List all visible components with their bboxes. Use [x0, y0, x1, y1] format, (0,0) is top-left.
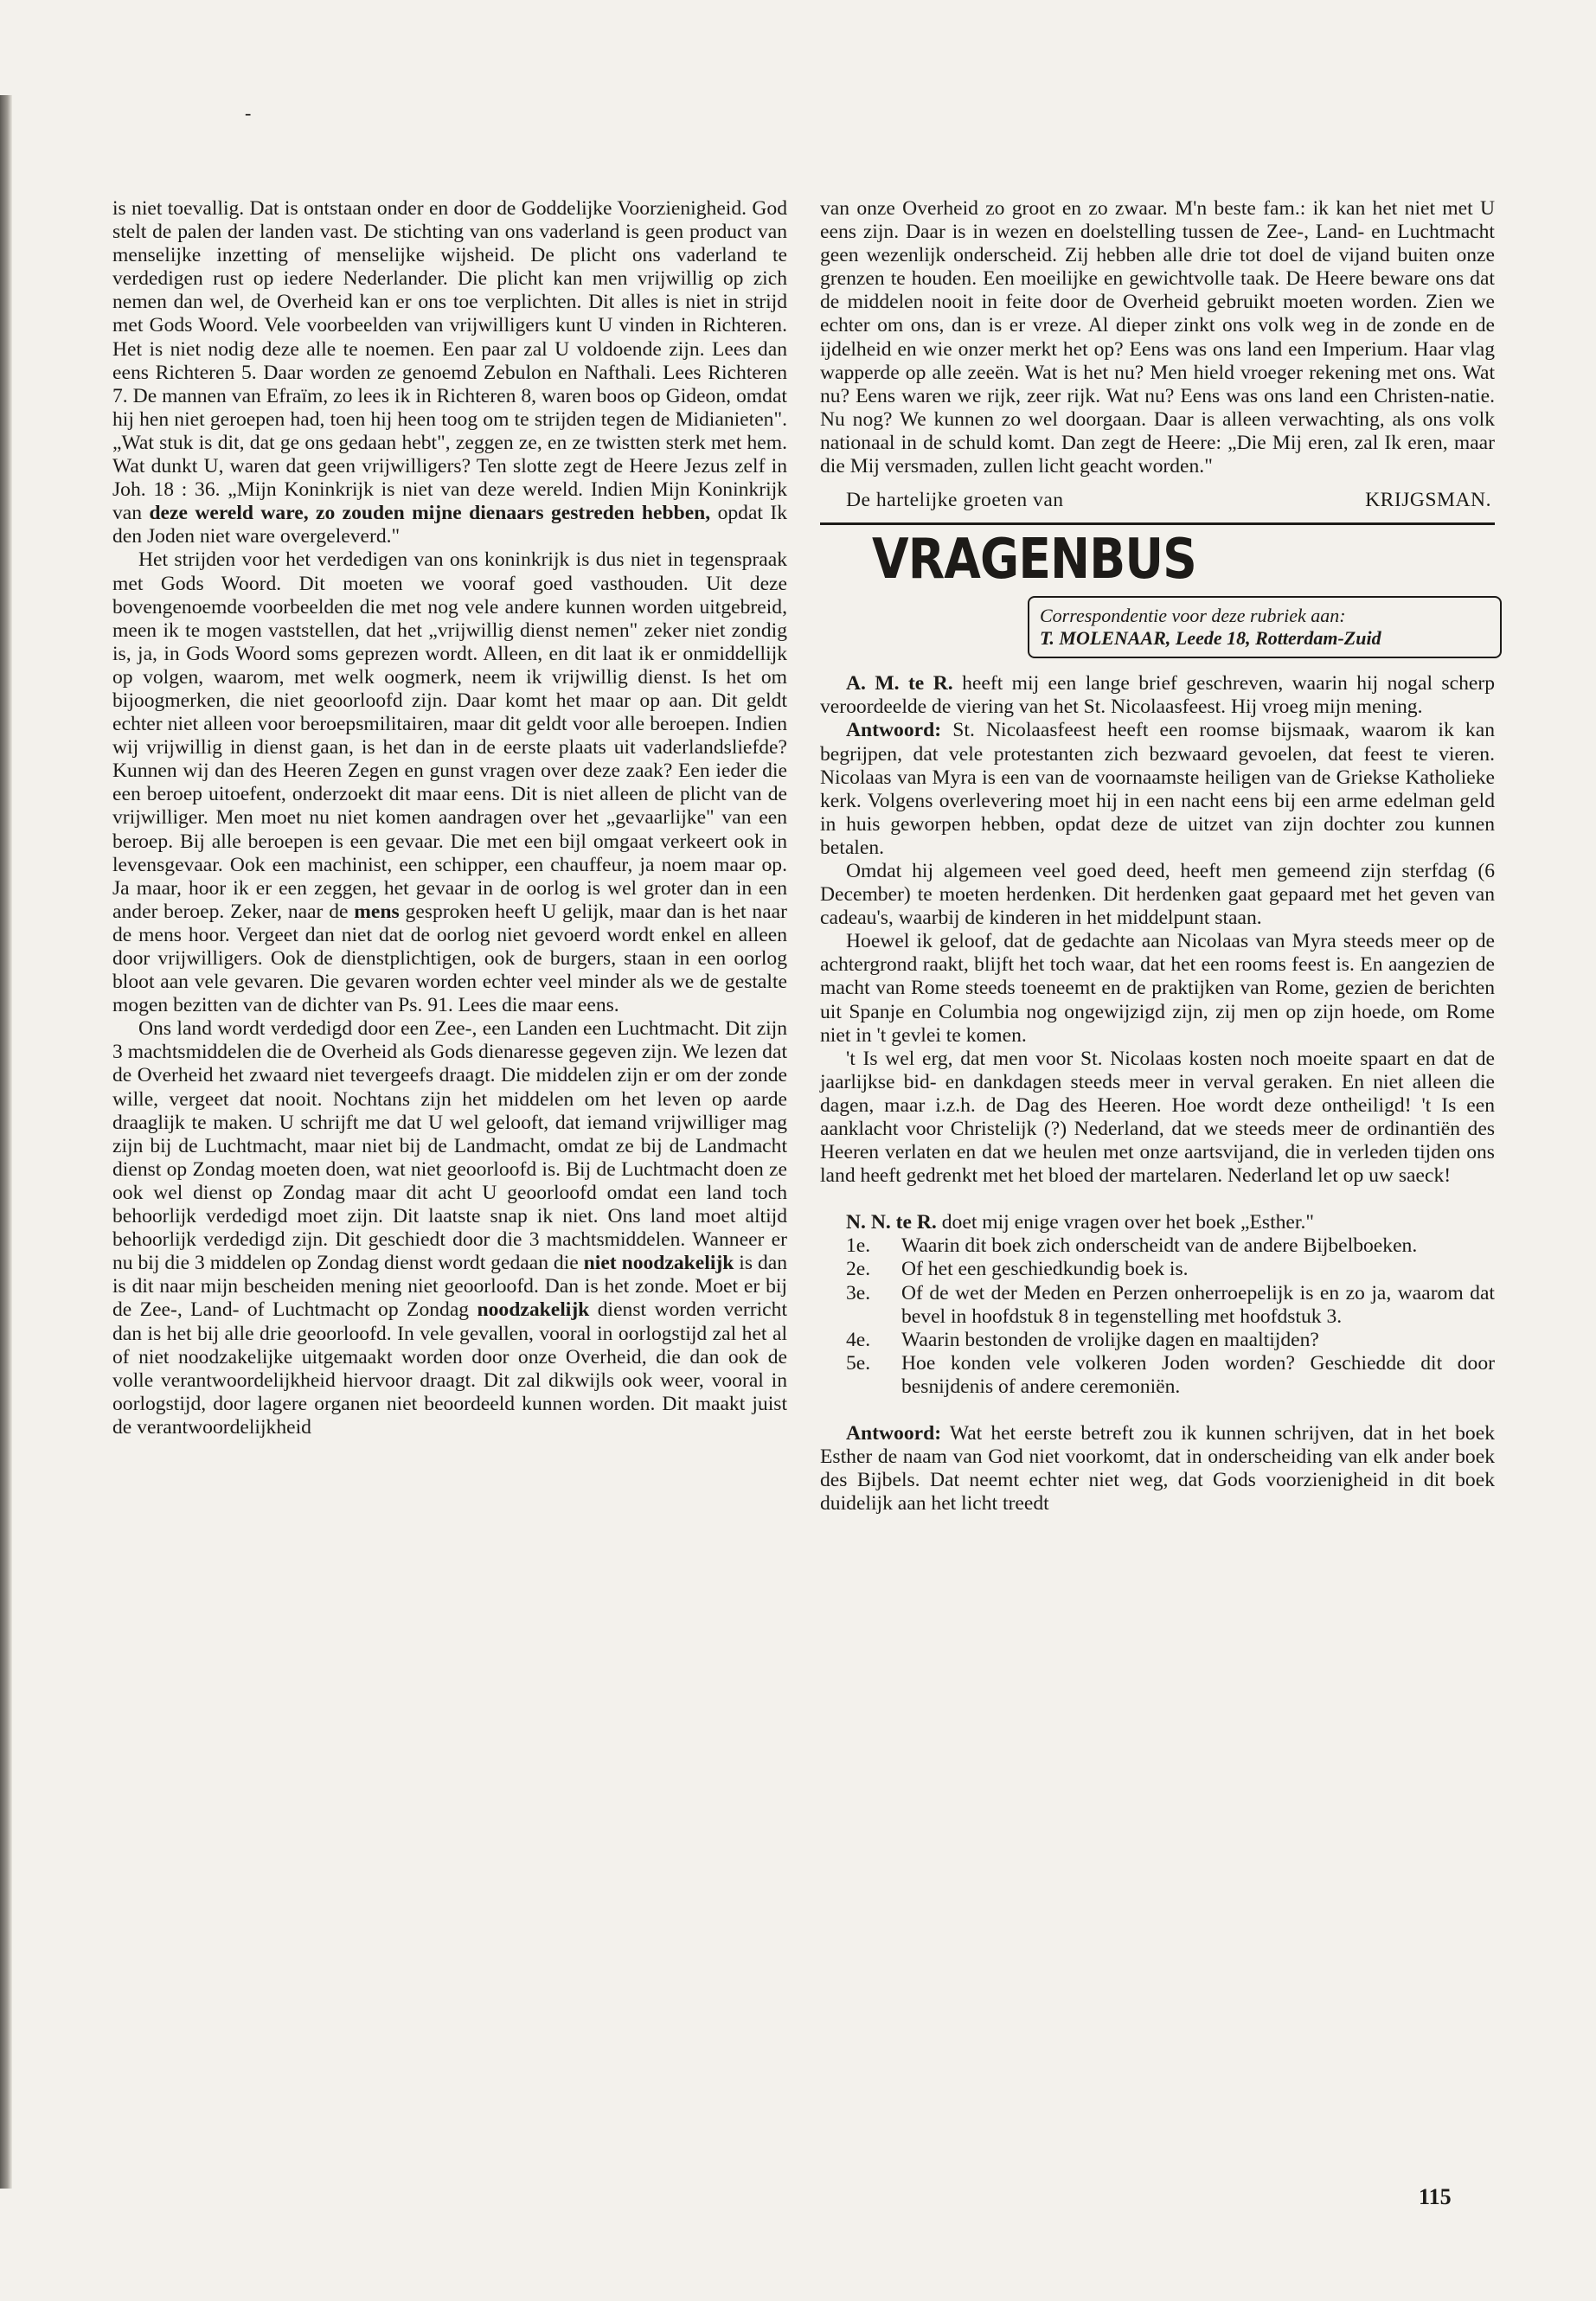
bold-phrase: dienaars gestreden hebben,	[469, 502, 711, 525]
left-column	[112, 197, 787, 1439]
bold-phrase: niet noodzakelijk	[583, 1252, 734, 1275]
greeting: De hartelijke groeten van	[846, 489, 1064, 512]
answer-1-paragraph-3: Hoewel ik geloof, dat de gedachte aan Nicolaas van Myra steeds meer op de achtergrond raakt, blijft het toch waar, dat het een rooms feest is. En aangezien de macht van Rome steeds toeneemt en de praktijken van Rome, gezien de berichten uit Spanje en Columbia nog ongewijzigd zijn, zij men op zijn hoede, om Rome niet in 't gevlei te komen.	[820, 930, 1495, 1047]
right-column	[820, 197, 1495, 1516]
signature-line	[820, 489, 1495, 512]
questioner-name: N. N. te R.	[846, 1211, 937, 1234]
left-paragraph-2: Het strijden voor het verdedigen van ons koninkrijk is dus niet in tegenspraak met Gods Woord. Dit moeten we vooraf goed vasthouden. Uit deze bovengenoemde voorbeelden die met nog vele andere kunnen worden uitgebreid, meen ik te mogen vaststellen, dat het „vrijwillig dienst nemen" zeker niet zondig is, ja, in Gods Woord soms geprezen wordt. Alleen, en dit laat ik er onmiddellijk op volgen, waarom, met welk oogmerk, neem ik vrijwillig dienst. Is het om bijoogmerken, die niet geoorloofd zijn. Daar komt het maar op aan. Dit geldt echter niet alleen voor beroepsmilitairen, maar dit geldt voor alle beroepen. Indien wij vrijwillig in dienst gaan, is het dan in de eerste plaats uit vaderlandsliefde? Kunnen wij dan des Heeren Zegen en gunst vragen over deze zaak? Een ieder die een beroep uitoefent, onderzoekt dit maar eens. Dit is niet alleen de plicht van de vrijwilliger. Men moet nu niet komen aandragen over het „gevaarlijke" van een beroep. Bij alle beroepen is een gevaar. Die met een bijl omgaat verkeert ook in levensgevaar. Ook een machinist, een schipper, een chauffeur, ja noem maar op. Ja maar, hoor ik er een zeggen, het gevaar in de oorlog is wel groter dan in een ander beroep. Zeker, naar de mens gesproken heeft U gelijk, maar dan is het naar de mens hoor. Vergeet dan niet dat de oorlog niet gevoerd wordt enkel en alleen door vrijwilligers. Ook de dienstplichtigen, ook de burgers, staan in een oorlog bloot aan vele gevaren. Die gevaren worden echter veel minder als we de gestalte mogen bezitten van de dichter van Ps. 91. Lees die maar eens.	[112, 548, 787, 1017]
answer-label: Antwoord:	[846, 1422, 942, 1445]
question-list	[820, 1234, 1495, 1399]
answer-1-paragraph-4: 't Is wel erg, dat men voor St. Nicolaas kosten noch moeite spaart en dat de jaarlijkse bid- en dankdagen steeds meer in verval geraken. En niet alleen die dagen, maar i.z.h. de Dag des Heeren. Hoe wordt deze ontheiligd! 't Is een aanklacht voor Christelijk (?) Nederland, dat we steeds meer de ordinantiën des Heeren verlaten en dat we heulen met onze aartsvijand, die in verleden tijden ons land heeft gedrenkt met het bloed der martelaren. Nederland let op uw saeck!	[820, 1047, 1495, 1188]
answer-1-paragraph-1: Antwoord: St. Nicolaasfeest heeft een roomse bijsmaak, waarom ik kan begrijpen, dat vele protestanten zich bezwaard gevoelen, dat feest te vieren. Nicolaas van Myra is een van de voornaamste heiligen van de Griekse Katholieke kerk. Volgens overlevering moet hij in een nacht eens bij een arme edelman geld in huis geworpen hebben, opdat deze de uitzet van zijn dochter zou kunnen betalen.	[820, 719, 1495, 859]
list-item: 2e. Of het een geschiedkundig boek is.	[846, 1258, 1189, 1281]
question-2: N. N. te R. doet mij enige vragen over het boek „Esther."	[846, 1211, 1314, 1234]
signature: KRIJGSMAN.	[1365, 489, 1491, 512]
section-title: VRAGENBUS	[872, 528, 1196, 593]
correspondence-address: T. MOLENAAR, Leede 18, Rotterdam-Zuid	[1040, 627, 1381, 650]
correspondence-label: Correspondentie voor deze rubriek aan:	[1040, 605, 1346, 627]
section-divider	[820, 522, 1495, 525]
list-item: 4e. Waarin bestonden de vrolijke dagen en maaltijden?	[846, 1328, 1319, 1351]
bold-word: noodzakelijk	[477, 1298, 590, 1322]
answer-2: Antwoord: Wat het eerste betreft zou ik kunnen schrijven, dat in het boek Esther de naam van God niet voorkomt, dat in onderscheiding van elk ander boek des Bijbels. Dat neemt echter niet weg, dat Gods voorzienigheid in dit boek duidelijk aan het licht treedt	[820, 1422, 1495, 1516]
right-paragraph-1: van onze Overheid zo groot en zo zwaar. M'n beste fam.: ik kan het niet met U eens zijn. Daar is in wezen en doelstelling tussen de Zee-, Land- en Luchtmacht geen wezenlijk onderscheid. Zij hebben alle drie tot doel de vijand buiten onze grenzen te houden. Een moeilijke en gewichtvolle taak. De Heere beware ons dat de middelen nooit in feite door de Overheid gebruikt moeten worden. Zien we echter om ons, dan is er vreze. Al dieper zinkt ons volk weg in de zonde en de ijdelheid en wie onzer merkt het op? Eens was ons land een Imperium. Haar vlag wapperde op alle zeeën. Wat is het nu? Men hield vroeger rekening met ons. Wat nu? Eens waren we rijk, zeer rijk. Wat nu? Eens was ons land een Christen-natie. Nu nog? We kunnen zo wel doorgaan. Daar is alleen verwachting, als ons volk nationaal in de schuld komt. Dan zegt de Heere: „Die Mij eren, zal Ik eren, maar die Mij versmaden, zullen licht geacht worden."	[820, 197, 1495, 478]
correspondence-box	[1028, 596, 1502, 658]
list-item: 3e. Of de wet der Meden en Perzen onherroepelijk is en zo ja, waarom dat bevel in hoofdstuk 8 in tegenstelling met hoofdstuk 3.	[846, 1281, 1495, 1328]
questioner-name: A. M. te R.	[846, 672, 953, 695]
page-edge-shadow	[0, 95, 12, 2189]
page-number: 115	[1419, 2184, 1452, 2209]
question-1: A. M. te R. heeft mij een lange brief geschreven, waarin hij nogal scherp veroordeelde de viering van het St. Nicolaasfeest. Hij vroeg mijn mening.	[820, 672, 1495, 719]
left-paragraph-3: Ons land wordt verdedigd door een Zee-, een Landen een Luchtmacht. Dit zijn 3 machtsmiddelen die de Overheid als Gods dienaresse gegeven zijn. We lezen dat de Overheid het zwaard niet tevergeefs draagt. Die middelen zijn er om der zonde wille, vergeet dat nooit. Nochtans zijn het middelen om het leven op aarde draaglijk te maken. U schrijft me dat U wel gelooft, dat iemand vrijwilliger mag zijn bij de Luchtmacht, maar niet bij de Landmacht, omdat ze bij de Landmacht dienst op Zondag moeten doen, wat niet geoorloofd is. Bij de Luchtmacht doen ze ook wel dienst op Zondag maar dit acht U geoorloofd omdat een land toch behoorlijk verdedigd moet zijn. Dit laatste snap ik niet. Ons land moet altijd behoorlijk verdedigd zijn. Dit geschiedt door die 3 machtsmiddelen. Wanneer er nu bij die 3 middelen op Zondag dienst wordt gedaan die niet noodzakelijk is dan is dit naar mijn bescheiden mening niet geoorloofd. Dan is het zonde. Moet er bij de Zee-, Land- of Luchtmacht op Zondag noodzakelijk dienst worden verricht dan is het bij alle drie geoorloofd. In vele gevallen, vooral in oorlogstijd zal het al of niet noodzakelijke uitgemaakt worden door onze Overheid, die dan ook de volle verantwoordelijkheid hiervoor draagt. Dit zal dikwijls ook weer, vooral in oorlogstijd, door lagere organen niet beoordeeld kunnen worden. Dit maakt juist de verantwoordelijkheid	[112, 1017, 788, 1439]
list-item: 1e. Waarin dit boek zich onderscheidt van de andere Bijbelboeken.	[846, 1234, 1418, 1258]
answer-label: Antwoord:	[846, 719, 942, 742]
left-paragraph-1: is niet toevallig. Dat is ontstaan onder en door de Goddelijke Voorzienigheid. God stelt de palen der landen vast. De stichting van ons vaderland is geen product van menselijke inzetting of menselijke wijsheid. De plicht ons vaderland te verdedigen rust op iedere Nederlander. Die plicht kan men vrijwillig op zich nemen dan wel, de Overheid kan er ons toe verplichten. Dit alles is niet in strijd met Gods Woord. Vele voorbeelden van vrijwilligers kunt U vinden in Richteren. Het is niet nodig deze alle te noemen. Een paar zal U voldoende zijn. Lees dan eens Richteren 5. Daar worden ze genoemd Zebulon en Nafthali. Lees Richteren 7. De mannen van Efraïm, zo lees ik in Richteren 8, waren boos op Gideon, omdat hij hen niet geroepen had, toen hij heen toog om te strijden tegen de Midianieten". „Wat stuk is dit, dat ge ons gedaan hebt", zeggen ze, en ze twistten sterk met hem. Wat dunkt U, waren dat geen vrijwilligers? Ten slotte zegt de Heere Jezus zelf in Joh. 18 : 36. „Mijn Koninkrijk is niet van deze wereld. Indien Mijn Koninkrijk van deze wereld ware, zo zouden mijne dienaars gestreden hebben, opdat Ik den Joden niet ware overgeleverd."	[112, 197, 787, 548]
answer-1-paragraph-2: Omdat hij algemeen veel goed deed, heeft men gemeend zijn sterfdag (6 December) te moeten herdenken. Dit herdenken gaat gepaard met het geven van cadeau's, waarbij de kinderen in het middelpunt staan.	[820, 859, 1495, 930]
list-item: 5e. Hoe konden vele volkeren Joden worden? Geschiedde dit door besnijdenis of andere ceremoniën.	[846, 1351, 1495, 1398]
header-mark: -	[245, 102, 252, 124]
bold-phrase: deze wereld ware, zo zouden mijne	[149, 502, 462, 525]
bold-word: mens	[354, 900, 400, 923]
